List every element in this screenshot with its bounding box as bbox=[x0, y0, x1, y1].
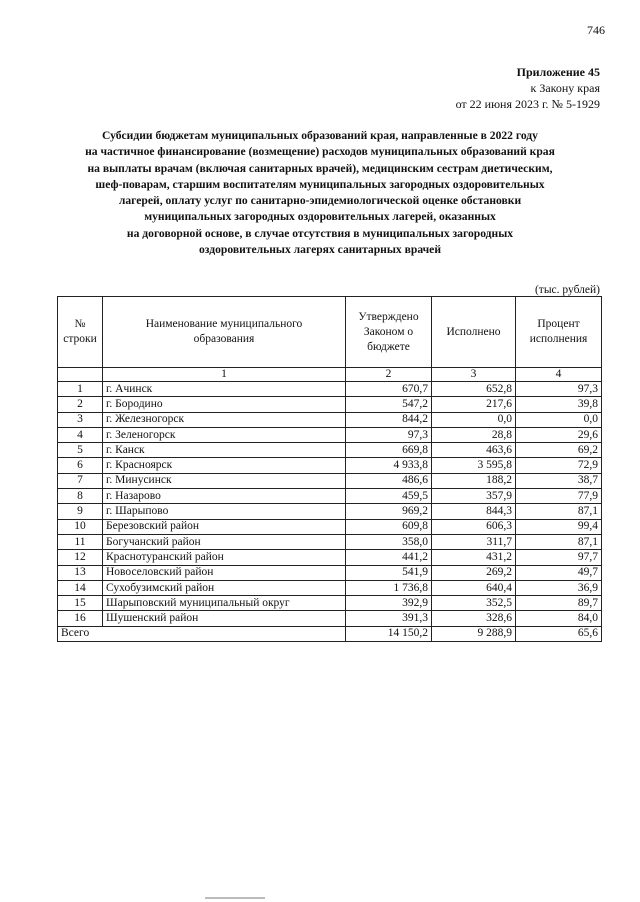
row-number: 9 bbox=[58, 504, 103, 519]
executed-amount: 217,6 bbox=[432, 397, 516, 412]
table-row bbox=[58, 458, 602, 473]
execution-percent: 84,0 bbox=[516, 611, 602, 626]
title-line: Субсидии бюджетам муниципальных образований края, направленные в 2022 году bbox=[102, 129, 538, 142]
municipality-name: Краснотуранский район bbox=[103, 550, 346, 565]
approved-amount: 1 736,8 bbox=[346, 580, 432, 595]
table-row bbox=[58, 504, 602, 519]
approved-amount: 441,2 bbox=[346, 550, 432, 565]
approved-amount: 969,2 bbox=[346, 504, 432, 519]
approved-amount: 392,9 bbox=[346, 596, 432, 611]
executed-amount: 28,8 bbox=[432, 427, 516, 442]
appendix-law-line: к Закону края bbox=[530, 81, 600, 95]
municipality-name: Березовский район bbox=[103, 519, 346, 534]
total-row bbox=[58, 626, 602, 641]
table-row bbox=[58, 519, 602, 534]
title-line: оздоровительных лагерях санитарных врачей bbox=[198, 243, 442, 257]
row-number: 5 bbox=[58, 443, 103, 458]
units-label: (тыс. рублей) bbox=[534, 284, 600, 296]
row-number: 14 bbox=[58, 580, 103, 595]
appendix-date-line: от 22 июня 2023 г. № 5-1929 bbox=[455, 97, 600, 111]
execution-percent: 89,7 bbox=[516, 596, 602, 611]
table-row bbox=[58, 565, 602, 580]
header-approved: Утверждено Законом о бюджете bbox=[346, 297, 432, 368]
total-approved: 14 150,2 bbox=[346, 626, 432, 641]
execution-percent: 49,7 bbox=[516, 565, 602, 580]
subsidy-table bbox=[57, 296, 602, 642]
header-executed: Исполнено bbox=[432, 297, 516, 368]
header-percent: Процент исполнения bbox=[516, 297, 602, 368]
table-row bbox=[58, 580, 602, 595]
column-index: 3 bbox=[432, 368, 516, 382]
footer-mark bbox=[205, 897, 265, 899]
execution-percent: 38,7 bbox=[516, 473, 602, 488]
row-number: 10 bbox=[58, 519, 103, 534]
title-line: на выплаты врачам (включая санитарных врачей), медицинским сестрам диетическим, bbox=[87, 161, 553, 175]
municipality-name: Новоселовский район bbox=[103, 565, 346, 580]
executed-amount: 606,3 bbox=[432, 519, 516, 534]
municipality-name: Шарыповский муниципальный округ bbox=[103, 596, 346, 611]
execution-percent: 36,9 bbox=[516, 580, 602, 595]
table-row bbox=[58, 427, 602, 442]
title-line: лагерей, оплату услуг по санитарно-эпидемиологической оценке обстановки bbox=[118, 194, 522, 208]
page-number: 746 bbox=[587, 23, 605, 37]
municipality-name: Шушенский район bbox=[103, 611, 346, 626]
column-index: 4 bbox=[516, 368, 602, 382]
row-number: 12 bbox=[58, 550, 103, 565]
row-number: 15 bbox=[58, 596, 103, 611]
municipality-name: г. Ачинск bbox=[103, 382, 346, 397]
execution-percent: 29,6 bbox=[516, 427, 602, 442]
executed-amount: 352,5 bbox=[432, 596, 516, 611]
document-title bbox=[40, 128, 600, 258]
municipality-name: г. Канск bbox=[103, 443, 346, 458]
approved-amount: 97,3 bbox=[346, 427, 432, 442]
table-row bbox=[58, 443, 602, 458]
appendix-title: Приложение 45 bbox=[516, 65, 600, 79]
row-number: 16 bbox=[58, 611, 103, 626]
table-row bbox=[58, 489, 602, 504]
executed-amount: 463,6 bbox=[432, 443, 516, 458]
total-label: Всего bbox=[58, 626, 346, 641]
table-row bbox=[58, 611, 602, 626]
execution-percent: 99,4 bbox=[516, 519, 602, 534]
execution-percent: 87,1 bbox=[516, 504, 602, 519]
executed-amount: 0,0 bbox=[432, 412, 516, 427]
column-index: 2 bbox=[346, 368, 432, 382]
executed-amount: 3 595,8 bbox=[432, 458, 516, 473]
row-number: 4 bbox=[58, 427, 103, 442]
municipality-name: г. Бородино bbox=[103, 397, 346, 412]
row-number: 13 bbox=[58, 565, 103, 580]
approved-amount: 609,8 bbox=[346, 519, 432, 534]
total-executed: 9 288,9 bbox=[432, 626, 516, 641]
municipality-name: г. Красноярск bbox=[103, 458, 346, 473]
row-number: 1 bbox=[58, 382, 103, 397]
approved-amount: 4 933,8 bbox=[346, 458, 432, 473]
table-row bbox=[58, 412, 602, 427]
row-number: 2 bbox=[58, 397, 103, 412]
table-row bbox=[58, 550, 602, 565]
appendix-block bbox=[456, 64, 600, 112]
approved-amount: 844,2 bbox=[346, 412, 432, 427]
approved-amount: 459,5 bbox=[346, 489, 432, 504]
row-number: 3 bbox=[58, 412, 103, 427]
column-index-row bbox=[58, 368, 602, 382]
approved-amount: 358,0 bbox=[346, 534, 432, 549]
municipality-name: г. Железногорск bbox=[103, 412, 346, 427]
table-row bbox=[58, 382, 602, 397]
municipality-name: г. Шарыпово bbox=[103, 504, 346, 519]
execution-percent: 39,8 bbox=[516, 397, 602, 412]
title-line: муниципальных загородных оздоровительных лагерей, оказанных bbox=[144, 210, 496, 224]
execution-percent: 87,1 bbox=[516, 534, 602, 549]
row-number: 6 bbox=[58, 458, 103, 473]
table-row bbox=[58, 473, 602, 488]
municipality-name: г. Назарово bbox=[103, 489, 346, 504]
executed-amount: 431,2 bbox=[432, 550, 516, 565]
execution-percent: 97,3 bbox=[516, 382, 602, 397]
title-line: шеф-поварам, старшим воспитателям муниципальных загородных оздоровительных bbox=[95, 177, 545, 191]
approved-amount: 391,3 bbox=[346, 611, 432, 626]
municipality-name: Сухобузимский район bbox=[103, 580, 346, 595]
municipality-name: г. Минусинск bbox=[103, 473, 346, 488]
execution-percent: 97,7 bbox=[516, 550, 602, 565]
execution-percent: 72,9 bbox=[516, 458, 602, 473]
title-line: на частичное финансирование (возмещение) расходов муниципальных образований края bbox=[85, 145, 555, 159]
approved-amount: 541,9 bbox=[346, 565, 432, 580]
executed-amount: 640,4 bbox=[432, 580, 516, 595]
column-index: 1 bbox=[103, 368, 346, 382]
table-row bbox=[58, 397, 602, 412]
executed-amount: 269,2 bbox=[432, 565, 516, 580]
municipality-name: Богучанский район bbox=[103, 534, 346, 549]
execution-percent: 0,0 bbox=[516, 412, 602, 427]
header-row-number: № строки bbox=[58, 297, 103, 368]
header-municipality-name: Наименование муниципального образования bbox=[103, 297, 346, 368]
total-percent: 65,6 bbox=[516, 626, 602, 641]
approved-amount: 669,8 bbox=[346, 443, 432, 458]
title-line: на договорной основе, в случае отсутствия в муниципальных загородных bbox=[126, 226, 514, 240]
table-row bbox=[58, 534, 602, 549]
municipality-name: г. Зеленогорск bbox=[103, 427, 346, 442]
row-number: 8 bbox=[58, 489, 103, 504]
row-number: 7 bbox=[58, 473, 103, 488]
execution-percent: 77,9 bbox=[516, 489, 602, 504]
executed-amount: 311,7 bbox=[432, 534, 516, 549]
executed-amount: 652,8 bbox=[432, 382, 516, 397]
approved-amount: 547,2 bbox=[346, 397, 432, 412]
executed-amount: 844,3 bbox=[432, 504, 516, 519]
executed-amount: 328,6 bbox=[432, 611, 516, 626]
table-row bbox=[58, 596, 602, 611]
execution-percent: 69,2 bbox=[516, 443, 602, 458]
executed-amount: 188,2 bbox=[432, 473, 516, 488]
row-number: 11 bbox=[58, 534, 103, 549]
executed-amount: 357,9 bbox=[432, 489, 516, 504]
approved-amount: 670,7 bbox=[346, 382, 432, 397]
approved-amount: 486,6 bbox=[346, 473, 432, 488]
